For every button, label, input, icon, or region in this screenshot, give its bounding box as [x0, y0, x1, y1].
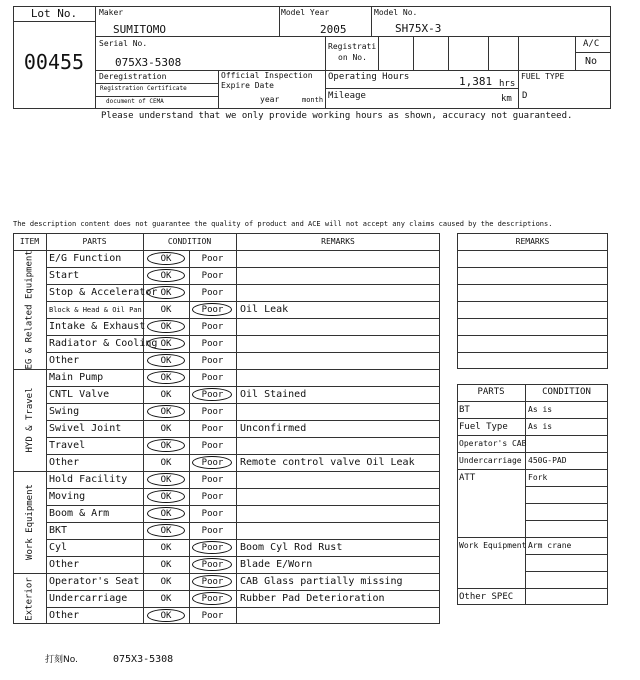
- category-label: HYD & Travel: [24, 387, 35, 453]
- part-name: Stop & Accelerator: [49, 287, 158, 298]
- poor-option: Poor: [201, 288, 224, 298]
- part-name: Other: [49, 457, 80, 468]
- poor-selected-circle: [192, 303, 232, 316]
- poor-option: Poor: [201, 492, 224, 502]
- month-label: month: [302, 96, 324, 104]
- part-name: Boom & Arm: [49, 508, 110, 519]
- maker-label: Maker: [99, 8, 124, 17]
- ac-label: A/C: [583, 39, 600, 49]
- remark-text: Remote control valve Oil Leak: [240, 457, 415, 468]
- category-label: Work Equipment: [24, 484, 35, 560]
- deregistration-label: Deregistration: [99, 72, 167, 81]
- poor-selected-circle: [192, 456, 232, 469]
- remark-text: Boom Cyl Rod Rust: [240, 542, 343, 553]
- ok-selected-circle: [147, 524, 185, 537]
- poor-option: Poor: [201, 526, 224, 536]
- remark-text: CAB Glass partially missing: [240, 576, 403, 587]
- poor-selected-circle: [192, 592, 232, 605]
- poor-selected-circle: [192, 558, 232, 571]
- spec-part: ATT: [459, 473, 476, 483]
- part-name: Radiator & Cooling: [49, 338, 158, 349]
- part-name: Other: [49, 559, 80, 570]
- part-name: Intake & Exhaust: [49, 321, 146, 332]
- poor-option: Poor: [201, 339, 224, 349]
- poor-option: Poor: [201, 305, 224, 315]
- poor-option: Poor: [201, 322, 224, 332]
- ok-option: OK: [160, 271, 172, 281]
- ok-option: OK: [160, 288, 172, 298]
- ok-selected-circle: [147, 439, 185, 452]
- model-no-value: SH75X-3: [395, 22, 442, 35]
- poor-option: Poor: [201, 271, 224, 281]
- ok-option: OK: [160, 611, 172, 621]
- part-name: Swing: [49, 406, 80, 417]
- part-name: E/G Function: [49, 253, 122, 264]
- part-name: Other: [49, 610, 80, 621]
- remark-text: Oil Leak: [240, 304, 289, 315]
- poor-option: Poor: [201, 509, 224, 519]
- poor-option: Poor: [201, 356, 224, 366]
- spec-condition: As is: [528, 405, 553, 414]
- poor-option: Poor: [201, 611, 224, 621]
- poor-option: Poor: [201, 594, 224, 604]
- ok-selected-circle: [147, 252, 185, 265]
- spec-part: Work Equipment: [459, 541, 527, 550]
- ok-selected-circle: [147, 354, 185, 367]
- part-name: Travel: [49, 440, 86, 451]
- spec-part: BT: [459, 405, 470, 415]
- spec-part: Operator's CAB: [459, 439, 527, 448]
- km-unit: km: [501, 94, 512, 104]
- ok-selected-circle: [147, 337, 185, 350]
- ok-selected-circle: [147, 609, 185, 622]
- spec-part: Undercarriage: [459, 456, 522, 465]
- ok-option: OK: [160, 322, 172, 332]
- year-label: year: [260, 95, 280, 104]
- part-name: CNTL Valve: [49, 389, 110, 400]
- header-remarks: REMARKS: [321, 237, 355, 246]
- ok-option: OK: [160, 407, 172, 417]
- remark-text: Blade E/Worn: [240, 559, 313, 570]
- header-parts: PARTS: [82, 237, 107, 246]
- poor-selected-circle: [192, 575, 232, 588]
- part-name: Block & Head & Oil Pan: [49, 306, 142, 314]
- registration-certificate-label: Registration Certificate: [100, 85, 187, 92]
- ok-option: OK: [160, 356, 172, 366]
- remark-text: Rubber Pad Deterioration: [240, 593, 385, 604]
- spec-condition: Fork: [528, 473, 548, 482]
- lot-label: Lot No.: [30, 7, 78, 20]
- poor-option: Poor: [201, 577, 224, 587]
- part-name: Swivel Joint: [49, 423, 122, 434]
- poor-option: Poor: [201, 407, 224, 417]
- model-no-label: Model No.: [374, 8, 418, 17]
- ok-selected-circle: [147, 405, 185, 418]
- lot-number: 00455: [23, 50, 85, 74]
- category-label: EG & Related Equipment: [24, 249, 35, 369]
- poor-option: Poor: [201, 475, 224, 485]
- poor-selected-circle: [192, 388, 232, 401]
- ok-option: OK: [160, 254, 172, 264]
- poor-option: Poor: [201, 424, 224, 434]
- poor-option: Poor: [201, 543, 224, 553]
- cema-document-label: document of CEMA: [106, 98, 164, 105]
- remark-text: Unconfirmed: [240, 423, 307, 434]
- part-name: Cyl: [49, 542, 68, 553]
- ok-selected-circle: [147, 286, 185, 299]
- poor-option: Poor: [201, 458, 224, 468]
- spec-condition-header: CONDITION: [542, 387, 591, 397]
- poor-option: Poor: [201, 254, 224, 264]
- part-name: Hold Facility: [49, 474, 128, 485]
- header-condition: CONDITION: [167, 237, 212, 246]
- fuel-type-label: FUEL TYPE: [521, 72, 565, 81]
- part-name: Operator's Seat: [49, 576, 140, 587]
- ok-selected-circle: [147, 269, 185, 282]
- spec-part: Fuel Type: [459, 422, 508, 432]
- part-name: Moving: [49, 491, 86, 502]
- ok-option: OK: [160, 458, 172, 468]
- ok-option: OK: [160, 390, 172, 400]
- ok-option: OK: [160, 373, 172, 383]
- part-name: Start: [49, 270, 80, 281]
- ok-selected-circle: [147, 490, 185, 503]
- right-remarks-header: REMARKS: [515, 237, 550, 246]
- ok-option: OK: [160, 577, 172, 587]
- ok-option: OK: [160, 509, 172, 519]
- ok-selected-circle: [147, 473, 185, 486]
- poor-option: Poor: [201, 560, 224, 570]
- ok-selected-circle: [147, 507, 185, 520]
- ok-option: OK: [160, 441, 172, 451]
- operating-hours-value: 1,381: [459, 75, 493, 88]
- expire-date-label: Expire Date: [221, 81, 274, 90]
- hours-notice: Please understand that we only provide working hours as shown, accuracy not guaranteed.: [101, 111, 573, 121]
- poor-option: Poor: [201, 390, 224, 400]
- disclaimer: The description content does not guarantee the quality of product and ACE will not accept any claims caused by the descriptions.: [13, 220, 553, 228]
- ok-option: OK: [160, 492, 172, 502]
- header-item: ITEM: [19, 237, 40, 246]
- official-inspection-label: Official Inspection: [221, 71, 313, 80]
- remark-text: Oil Stained: [240, 389, 307, 400]
- ok-option: OK: [160, 543, 172, 553]
- maker-value: SUMITOMO: [113, 23, 166, 36]
- spec-part: Other SPEC: [459, 592, 514, 602]
- ok-selected-circle: [147, 320, 185, 333]
- poor-option: Poor: [201, 373, 224, 383]
- part-name: BKT: [49, 525, 68, 536]
- stamp-number-label: 打刻No.: [45, 655, 78, 665]
- registration-label-2: on No.: [338, 53, 367, 62]
- ok-option: OK: [160, 475, 172, 485]
- ok-option: OK: [160, 305, 172, 315]
- spec-condition: Arm crane: [528, 541, 572, 550]
- ac-value: No: [585, 56, 598, 67]
- poor-option: Poor: [201, 441, 224, 451]
- part-name: Other: [49, 355, 80, 366]
- operating-hours-label: Operating Hours: [328, 72, 410, 82]
- hrs-unit: hrs: [499, 79, 516, 89]
- registration-label-1: Registrati: [328, 42, 377, 51]
- part-name: Main Pump: [49, 372, 104, 383]
- model-year-value: 2005: [320, 23, 347, 36]
- ok-option: OK: [160, 339, 172, 349]
- spec-condition: As is: [528, 422, 553, 431]
- spec-parts-header: PARTS: [477, 387, 505, 397]
- ok-selected-circle: [147, 371, 185, 384]
- ok-option: OK: [160, 424, 172, 434]
- ok-option: OK: [160, 594, 172, 604]
- ok-option: OK: [160, 560, 172, 570]
- ok-option: OK: [160, 526, 172, 536]
- part-name: Undercarriage: [49, 593, 128, 604]
- fuel-type-value: D: [522, 91, 528, 101]
- model-year-label: Model Year: [281, 8, 330, 17]
- poor-selected-circle: [192, 541, 232, 554]
- serial-value: 075X3-5308: [115, 56, 182, 69]
- mileage-label: Mileage: [328, 91, 366, 101]
- spec-condition: 450G-PAD: [528, 456, 567, 465]
- category-label: Exterior: [24, 576, 35, 621]
- serial-label: Serial No.: [99, 39, 148, 48]
- stamp-number-value: 075X3-5308: [113, 654, 174, 665]
